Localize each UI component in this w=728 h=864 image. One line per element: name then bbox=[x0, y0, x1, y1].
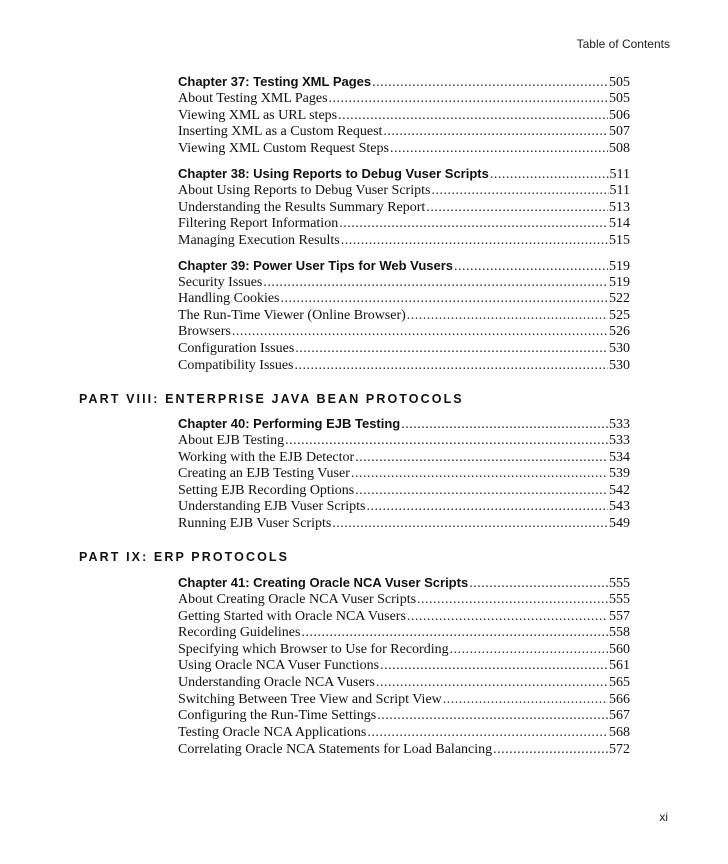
page-number: 549 bbox=[609, 516, 630, 531]
toc-chapter-39[interactable] bbox=[178, 257, 630, 274]
entry-title: The Run-Time Viewer (Online Browser) bbox=[178, 308, 406, 323]
part-heading-viii: PART VIII: ENTERPRISE JAVA BEAN PROTOCOLS bbox=[79, 392, 464, 406]
dot-leader bbox=[301, 624, 608, 641]
page-number: 533 bbox=[609, 417, 630, 432]
page-number: 505 bbox=[609, 91, 630, 106]
entry-title: Working with the EJB Detector bbox=[178, 450, 355, 465]
page-number: 567 bbox=[609, 708, 630, 723]
toc-entry[interactable] bbox=[178, 515, 630, 532]
toc-entry[interactable] bbox=[178, 741, 630, 758]
entry-title: Handling Cookies bbox=[178, 291, 280, 306]
entry-title: Using Oracle NCA Vuser Functions bbox=[178, 658, 380, 673]
toc-entry[interactable] bbox=[178, 432, 630, 449]
page-number: 522 bbox=[609, 291, 630, 306]
dot-leader bbox=[329, 90, 608, 107]
toc-entry[interactable] bbox=[178, 182, 630, 199]
toc-entry[interactable] bbox=[178, 199, 630, 216]
entry-title: About Creating Oracle NCA Vuser Scripts bbox=[178, 592, 417, 607]
page-number: 533 bbox=[609, 433, 630, 448]
entry-title: About Using Reports to Debug Vuser Scripts bbox=[178, 183, 431, 198]
toc-entry[interactable] bbox=[178, 123, 630, 140]
toc-chapter-41[interactable] bbox=[178, 574, 630, 591]
toc-entry[interactable] bbox=[178, 274, 630, 291]
chapter-title: Chapter 40: Performing EJB Testing bbox=[178, 416, 401, 431]
dot-leader bbox=[367, 498, 609, 515]
dot-leader bbox=[339, 215, 608, 232]
dot-leader bbox=[417, 591, 608, 608]
toc-entry[interactable] bbox=[178, 307, 630, 324]
dot-leader bbox=[469, 575, 608, 592]
page-number: 505 bbox=[609, 75, 630, 90]
page-number: 534 bbox=[609, 450, 630, 465]
page-number: 558 bbox=[609, 625, 630, 640]
entry-title: Correlating Oracle NCA Statements for Load Balancing bbox=[178, 742, 493, 757]
dot-leader bbox=[263, 274, 608, 291]
toc-entry[interactable] bbox=[178, 724, 630, 741]
toc-entry[interactable] bbox=[178, 691, 630, 708]
toc-entry[interactable] bbox=[178, 340, 630, 357]
dot-leader bbox=[377, 707, 608, 724]
toc-entry[interactable] bbox=[178, 90, 630, 107]
toc-chapter-38[interactable] bbox=[178, 165, 630, 182]
dot-leader bbox=[281, 290, 609, 307]
dot-leader bbox=[431, 182, 608, 199]
entry-title: Setting EJB Recording Options bbox=[178, 483, 355, 498]
page-number-footer: xi bbox=[659, 810, 668, 824]
dot-leader bbox=[351, 465, 608, 482]
toc-entry[interactable] bbox=[178, 357, 630, 374]
entry-title: Switching Between Tree View and Script View bbox=[178, 692, 442, 707]
toc-entry[interactable] bbox=[178, 657, 630, 674]
entry-title: Testing Oracle NCA Applications bbox=[178, 725, 367, 740]
dot-leader bbox=[295, 357, 609, 374]
page-number: 511 bbox=[609, 183, 630, 198]
page-number: 561 bbox=[609, 658, 630, 673]
dot-leader bbox=[295, 340, 608, 357]
dot-leader bbox=[450, 641, 608, 658]
chapter-title: Chapter 39: Power User Tips for Web Vusers bbox=[178, 258, 454, 273]
dot-leader bbox=[285, 432, 608, 449]
page-number: 513 bbox=[609, 200, 630, 215]
entry-title: About EJB Testing bbox=[178, 433, 285, 448]
entry-title: Understanding the Results Summary Report bbox=[178, 200, 426, 215]
entry-title: Managing Execution Results bbox=[178, 233, 340, 248]
toc-entry[interactable] bbox=[178, 591, 630, 608]
dot-leader bbox=[490, 166, 609, 183]
entry-title: Recording Guidelines bbox=[178, 625, 301, 640]
page-number: 566 bbox=[609, 692, 630, 707]
entry-title: Inserting XML as a Custom Request bbox=[178, 124, 383, 139]
toc-entry[interactable] bbox=[178, 290, 630, 307]
dot-leader bbox=[355, 482, 608, 499]
page-number: 525 bbox=[609, 308, 630, 323]
toc-chapter-40[interactable] bbox=[178, 415, 630, 432]
toc-entry[interactable] bbox=[178, 232, 630, 249]
toc-entry[interactable] bbox=[178, 465, 630, 482]
page-number: 555 bbox=[609, 576, 630, 591]
page-number: 568 bbox=[609, 725, 630, 740]
page-number: 507 bbox=[609, 124, 630, 139]
entry-title: Viewing XML as URL steps bbox=[178, 108, 338, 123]
toc-entry[interactable] bbox=[178, 498, 630, 515]
page-number: 506 bbox=[609, 108, 630, 123]
toc-entry[interactable] bbox=[178, 215, 630, 232]
toc-entry[interactable] bbox=[178, 449, 630, 466]
dot-leader bbox=[407, 608, 608, 625]
dot-leader bbox=[407, 307, 608, 324]
entry-title: Filtering Report Information bbox=[178, 216, 339, 231]
page-number: 511 bbox=[609, 167, 630, 182]
toc-entry[interactable] bbox=[178, 482, 630, 499]
dot-leader bbox=[380, 657, 608, 674]
toc-entry[interactable] bbox=[178, 140, 630, 157]
chapter-title: Chapter 37: Testing XML Pages bbox=[178, 74, 372, 89]
toc-entry[interactable] bbox=[178, 707, 630, 724]
page-number: 526 bbox=[609, 324, 630, 339]
entry-title: Configuration Issues bbox=[178, 341, 295, 356]
dot-leader bbox=[493, 741, 608, 758]
dot-leader bbox=[232, 323, 608, 340]
page-number: 543 bbox=[609, 499, 630, 514]
dot-leader bbox=[376, 674, 608, 691]
entry-title: Creating an EJB Testing Vuser bbox=[178, 466, 350, 481]
entry-title: Understanding EJB Vuser Scripts bbox=[178, 499, 366, 514]
page-number: 555 bbox=[609, 592, 630, 607]
page-number: 519 bbox=[609, 259, 630, 274]
entry-title: Configuring the Run-Time Settings bbox=[178, 708, 377, 723]
entry-title: About Testing XML Pages bbox=[178, 91, 328, 106]
dot-leader bbox=[401, 416, 608, 433]
page-number: 514 bbox=[609, 216, 630, 231]
entry-title: Running EJB Vuser Scripts bbox=[178, 516, 332, 531]
page-number: 530 bbox=[609, 341, 630, 356]
entry-title: Viewing XML Custom Request Steps bbox=[178, 141, 389, 156]
dot-leader bbox=[454, 258, 608, 275]
page-number: 519 bbox=[609, 275, 630, 290]
page-number: 560 bbox=[609, 642, 630, 657]
toc-entry[interactable] bbox=[178, 641, 630, 658]
page-number: 557 bbox=[609, 609, 630, 624]
toc-entry[interactable] bbox=[178, 323, 630, 340]
part-heading-ix: PART IX: ERP PROTOCOLS bbox=[79, 550, 290, 564]
entry-title: Understanding Oracle NCA Vusers bbox=[178, 675, 375, 690]
page-number: 515 bbox=[609, 233, 630, 248]
page-number: 572 bbox=[609, 742, 630, 757]
page-number: 565 bbox=[609, 675, 630, 690]
chapter-title: Chapter 38: Using Reports to Debug Vuser Scripts bbox=[178, 166, 489, 181]
entry-title: Getting Started with Oracle NCA Vusers bbox=[178, 609, 406, 624]
dot-leader bbox=[383, 123, 608, 140]
toc-entry[interactable] bbox=[178, 608, 630, 625]
page-number: 542 bbox=[609, 483, 630, 498]
chapter-title: Chapter 41: Creating Oracle NCA Vuser Scripts bbox=[178, 575, 469, 590]
toc-chapter-37[interactable] bbox=[178, 73, 630, 90]
dot-leader bbox=[355, 449, 608, 466]
dot-leader bbox=[443, 691, 608, 708]
dot-leader bbox=[341, 232, 608, 249]
dot-leader bbox=[390, 140, 608, 157]
page-number: 508 bbox=[609, 141, 630, 156]
page-number: 530 bbox=[609, 358, 630, 373]
entry-title: Compatibility Issues bbox=[178, 358, 294, 373]
dot-leader bbox=[367, 724, 608, 741]
dot-leader bbox=[332, 515, 608, 532]
entry-title: Browsers bbox=[178, 324, 231, 339]
dot-leader bbox=[372, 74, 608, 91]
dot-leader bbox=[338, 107, 608, 124]
toc-entry[interactable] bbox=[178, 107, 630, 124]
entry-title: Security Issues bbox=[178, 275, 263, 290]
toc-entry[interactable] bbox=[178, 624, 630, 641]
dot-leader bbox=[426, 199, 608, 216]
toc-entry[interactable] bbox=[178, 674, 630, 691]
entry-title: Specifying which Browser to Use for Recording bbox=[178, 642, 449, 657]
running-header: Table of Contents bbox=[576, 37, 670, 51]
page-number: 539 bbox=[609, 466, 630, 481]
